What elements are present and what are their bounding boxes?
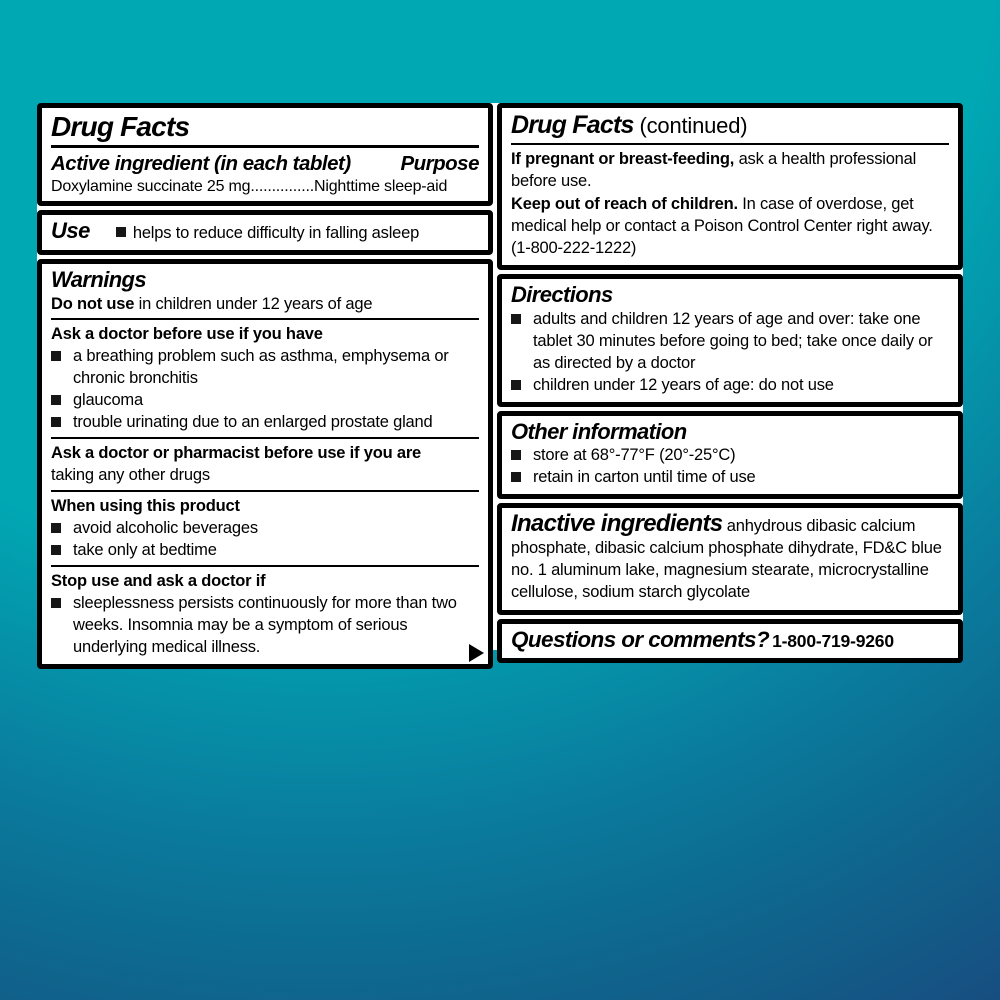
questions-box [497,619,963,663]
when-using-list [51,518,479,562]
list-item [51,540,479,562]
bullet-icon [51,545,61,555]
bullet-icon [51,598,61,608]
use-box [37,210,493,255]
do-not-use-bold: Do not use [51,294,135,313]
keep-out-rest: In case of overdose, get medical help or contact a Poison Control Center right away. (1-800-222-1222) [511,194,933,257]
inactive-ingredients-text: anhydrous dibasic calcium phosphate, dibasic calcium phosphate dihydrate, FD&C blue no. 1 aluminum lake, magnesium stearate, microcrystalline cellulose, sodium starch glycolate [511,516,942,601]
list-item-text: children under 12 years of age: do not use [533,375,834,394]
inactive-ingredients-box [497,503,963,615]
drug-facts-continued-title [511,111,949,140]
drug-facts-continued-box [497,103,963,270]
ask-pharmacist-heading: Ask a doctor or pharmacist before use if you are [51,444,422,463]
list-item [51,390,479,412]
keep-out-warning [511,194,949,260]
other-information-heading: Other information [511,418,687,444]
other-information-box [497,411,963,499]
stop-use-section [51,571,479,659]
list-item [511,309,949,375]
active-ingredient-heading: Active ingredient (in each tablet) [51,152,351,176]
list-item [51,412,479,434]
divider [51,490,479,492]
directions-list [511,309,949,397]
list-item [51,518,479,540]
ask-pharmacist-text: taking any other drugs [51,466,210,485]
when-using-heading: When using this product [51,497,240,516]
use-row [51,218,479,245]
do-not-use-rest: in children under 12 years of age [134,294,373,313]
list-item-text: take only at bedtime [73,540,217,559]
bullet-icon [116,227,126,237]
bullet-icon [511,314,521,324]
bullet-icon [51,395,61,405]
pregnancy-rest: ask a health professional before use. [511,149,917,190]
list-item-text: a breathing problem such as asthma, emphysema or chronic bronchitis [73,347,449,388]
inactive-ingredients-paragraph [511,511,949,604]
pregnancy-warning [511,149,949,193]
pregnancy-bold: If pregnant or breast-feeding, [511,149,735,168]
divider [51,145,479,148]
drug-facts-title: Drug Facts [51,111,190,142]
questions-row [511,627,949,653]
drug-facts-title-text: Drug Facts [511,111,634,139]
warnings-heading: Warnings [51,267,147,293]
divider [51,318,479,320]
right-column [497,103,963,650]
when-using-section [51,496,479,562]
list-item [51,346,479,390]
inactive-ingredients-heading: Inactive ingredients [511,509,723,537]
directions-box [497,274,963,406]
list-item [511,375,949,397]
bullet-icon [51,351,61,361]
list-item [51,593,479,659]
bullet-icon [511,472,521,482]
keep-out-bold: Keep out of reach of children. [511,194,738,213]
list-item [511,467,949,489]
drug-facts-label [37,103,963,656]
active-ingredient-row [51,152,479,176]
list-item-text: avoid alcoholic beverages [73,518,258,537]
list-item-text: trouble urinating due to an enlarged prostate gland [73,413,433,432]
list-item [511,445,949,467]
stop-use-list [51,593,479,659]
bullet-icon [511,380,521,390]
list-item-text: glaucoma [73,391,143,410]
ask-doctor-heading: Ask a doctor before use if you have [51,325,323,344]
ask-pharmacist-section [51,443,479,487]
directions-heading: Directions [511,282,613,308]
divider [511,143,949,145]
divider [51,565,479,567]
continued-suffix: (continued) [633,113,748,138]
left-column [37,103,493,656]
continue-arrow-icon [469,644,484,662]
use-text: helps to reduce difficulty in falling asleep [132,224,420,243]
list-item-text: adults and children 12 years of age and over: take one tablet 30 minutes before going to bed; take once daily or as directed by a doctor [533,309,933,372]
list-item-text: store at 68°-77°F (20°-25°C) [533,445,736,464]
bullet-icon [51,523,61,533]
warnings-box [37,259,493,668]
list-item-text: retain in carton until time of use [533,467,756,486]
ask-doctor-section [51,324,479,434]
list-item-text: sleeplessness persists continuously for more than two weeks. Insomnia may be a symptom of serious underlying medical illness. [73,593,457,656]
do-not-use-line [51,294,479,316]
other-information-list [511,445,949,489]
bullet-icon [51,417,61,427]
use-heading: Use [51,218,90,244]
purpose-heading: Purpose [400,152,479,176]
questions-heading: Questions or comments? [511,626,770,652]
stop-use-heading: Stop use and ask a doctor if [51,571,266,590]
drug-facts-header-box [37,103,493,206]
questions-phone: 1-800-719-9260 [772,630,894,651]
divider [51,437,479,439]
active-ingredient-value: Doxylamine succinate 25 mg...............Nighttime sleep-aid [51,178,448,196]
ask-doctor-list [51,346,479,434]
bullet-icon [511,450,521,460]
